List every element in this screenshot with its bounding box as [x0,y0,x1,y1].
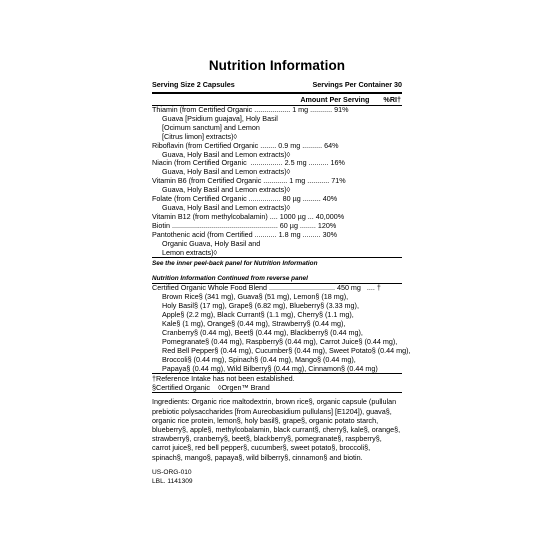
nutrient-row [152,142,402,160]
nutrition-label [152,58,411,486]
serving-size: Serving Size 2 Capsules [152,80,235,89]
nutrient-line: Biotin ..................................................... 60 µg ........ 120% [152,220,337,230]
footnote-symbols: §Certified Organic ◊Orgen™ Brand [152,383,270,393]
label-number: LBL. 1141309 [152,477,193,485]
nutrient-row [152,159,402,177]
nutrient-row [152,106,402,142]
continued-title: Nutrition Information Continued from reverse panel [152,275,308,283]
nutrient-line: Vitamin B6 (from Certified Organic ............ 1 mg ........... 71% [152,176,346,186]
thin-divider-2 [152,257,402,258]
nutrient-line: Riboflavin (from Certified Organic ........ 0.9 mg .......... 64% [152,140,339,150]
thin-divider-5 [152,392,402,393]
blend-line: Broccoli§ (0.44 mg), Spinach§ (0.44 mg), Mango§ (0.44 mg), [162,354,356,364]
blend-line: Holy Basil§ (17 mg), Grape§ (6.82 mg), Blueberry§ (3.33 mg), [162,301,359,311]
nutrient-line: Pantothenic acid (from Certified ........... 1.8 mg ......... 30% [152,229,337,239]
nutrient-row [152,195,402,213]
label-title: Nutrition Information [208,58,346,73]
footnote-ri: †Reference Intake has not been established. [152,374,295,384]
blend-ingredients [152,292,411,373]
peel-back-note: See the inner peel-back panel for Nutrition Information [152,260,318,268]
nutrient-source-line: Lemon extracts)◊ [162,247,218,257]
nutrient-row [152,231,402,258]
serving-header [152,80,402,90]
blend-line: Kale§ (1 mg), Orange§ (0.44 mg), Strawberry§ (0.44 mg), [162,319,346,329]
ingredients-text: Ingredients: Organic rice maltodextrin, brown rice§, organic capsule (pullulan prebiotic polysaccharides [from Aureobasidium pullulans] [E1204]), guava§, organic rice protein, lemon§, holy basil§, grape§, organic potato starch, blueberry§, apple§, methylcobalamin, black currant§, cherry§, kale§, orange§, strawberry§, cranberry§, beet§, blackberry§, pomegranate§, raspberry§, carrot juice§, red bell pepper§, cucumber§, sweet potato§, broccoli§, spinach§, mango§, papaya§, wild bilberry§, cinnamon§ and biotin. [152,397,401,462]
blend-line: Pomegranate§ (0.44 mg), Raspberry§ (0.44 mg), Carrot Juice§ (0.44 mg), [162,336,398,346]
nutrient-line: Niacin (from Certified Organic ................ 2.5 mg .......... 16% [152,158,345,168]
nutrient-line: Vitamin B12 (from methylcobalamin) .... 1000 µg ... 40,000% [152,211,345,221]
col-ri: %RI† [383,95,401,104]
nutrient-list [152,106,402,257]
nutrient-row [152,177,402,195]
nutrient-source-line: Guava, Holy Basil and Lemon extracts)◊ [162,167,291,177]
nutrient-source-line: [Citrus limon] extracts)◊ [162,131,238,141]
blend-line: Apple§ (2.2 mg), Black Currant§ (1.1 mg), Cherry§ (1.1 mg), [162,310,354,320]
nutrient-line: Thiamin (from Certified Organic .................. 1 mg ........... 91% [152,105,349,114]
blend-line: Papaya§ (0.44 mg), Wild Bilberry§ (0.44 mg), Cinnamon§ (0.44 mg) [162,363,378,373]
nutrient-line: Folate (from Certified Organic ................ 80 µg ......... 40% [152,194,338,204]
nutrient-source-line: Guava, Holy Basil and Lemon extracts)◊ [162,149,291,159]
nutrient-source-line: Organic Guava, Holy Basil and [162,238,261,248]
nutrient-source-line: Guava, Holy Basil and Lemon extracts)◊ [162,202,291,212]
nutrient-source-line: Guava [Psidium guajava], Holy Basil [162,113,278,123]
blend-line: Red Bell Pepper§ (0.44 mg), Cucumber§ (0.44 mg), Sweet Potato§ (0.44 mg), [162,345,411,355]
servings-per-container: Servings Per Container 30 [312,80,402,89]
col-amount: Amount Per Serving [300,95,370,104]
product-codes [152,468,402,486]
column-header [152,95,402,105]
blend-name: Certified Organic Whole Food Blend ................................. 450 mg .... † [152,283,381,293]
blend-line: Cranberry§ (0.44 mg), Beet§ (0.44 mg), Blackberry§ (0.44 mg), [162,327,363,337]
organic-code: US-ORG-010 [152,468,192,476]
thick-divider [152,92,402,94]
nutrient-source-line: [Ocimum sanctum] and Lemon [162,122,260,132]
whole-food-blend [152,283,411,373]
blend-line: Brown Rice§ (341 mg), Guava§ (51 mg), Lemon§ (18 mg), [162,292,349,302]
nutrient-source-line: Guava, Holy Basil and Lemon extracts)◊ [162,185,291,195]
